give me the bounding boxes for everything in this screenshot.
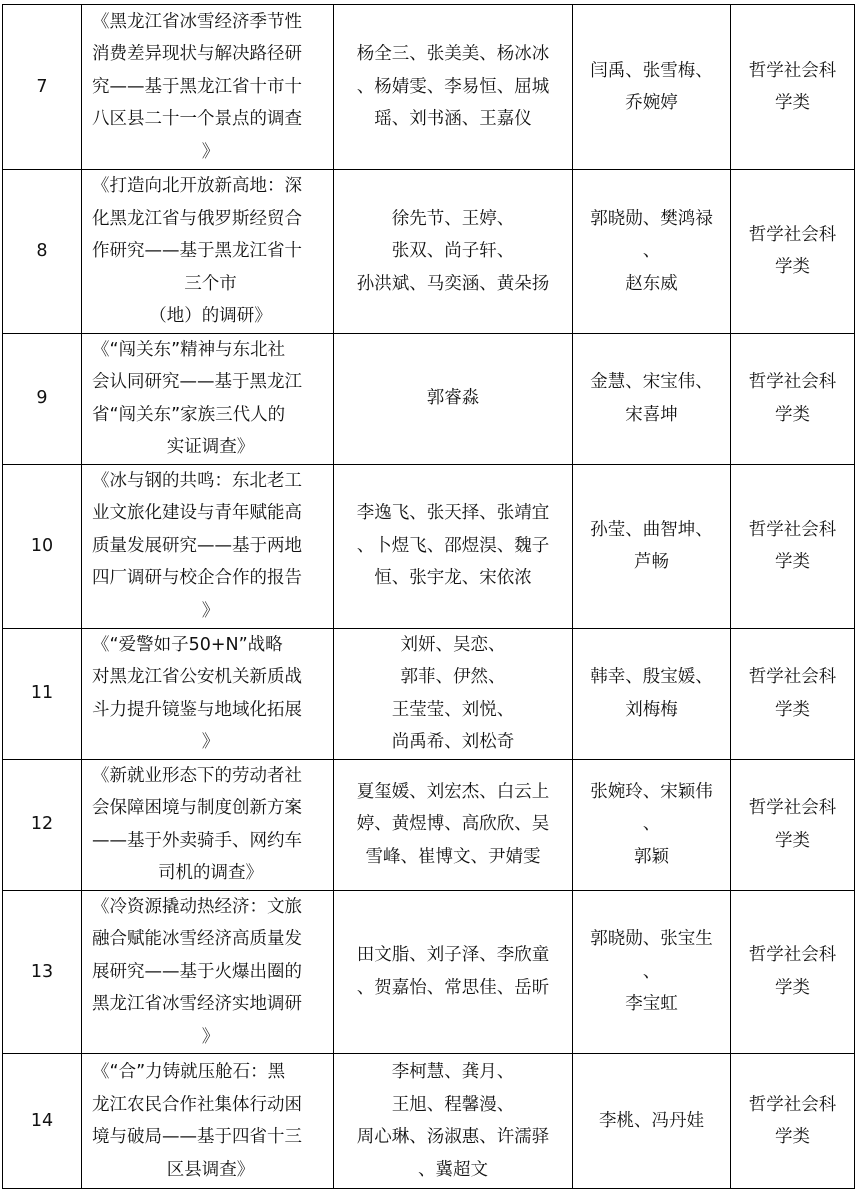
members-line: 、贺嘉怡、常思佳、岳昕 (356, 977, 550, 998)
category-line: 学类 (775, 93, 810, 113)
members-line: 张双、尚子轩、 (391, 241, 515, 261)
members-line: 田文脂、刘子泽、李欣童 (356, 945, 550, 966)
row-number-cell: 14 (3, 1054, 82, 1189)
advisors-line: 李桃、冯丹娃 (599, 1110, 704, 1131)
project-title-line: 》 (201, 600, 220, 621)
table-body (3, 5, 855, 1189)
project-title-cell (82, 333, 334, 464)
category-line: 学类 (775, 977, 810, 998)
table-row (3, 464, 855, 628)
project-title-line: 展研究——基于火爆出圈的 (92, 961, 302, 982)
advisors-line: 张婉玲、宋颖伟 (590, 781, 713, 802)
project-title-line: 《黑龙江省冰雪经济季节性 (92, 11, 302, 32)
project-title-line: 究——基于黑龙江省十市十 (92, 76, 302, 97)
project-title-line: （地）的调研》 (149, 306, 272, 326)
row-number-cell: 12 (3, 759, 82, 890)
project-title-cell (82, 628, 334, 759)
table-row (3, 759, 855, 890)
table-row (3, 628, 855, 759)
project-title-line: 会认同研究——基于黑龙江 (92, 372, 302, 392)
advisors-line: 乔婉婷 (625, 93, 678, 113)
advisors-line: 宋喜坤 (625, 404, 678, 425)
project-title-line: 质量发展研究——基于两地 (92, 535, 302, 556)
advisors-line: 闫禹、张雪梅、 (590, 60, 713, 81)
advisors-line: 郭颖 (634, 846, 669, 867)
members-cell (334, 628, 573, 759)
row-number-cell: 9 (3, 333, 82, 464)
project-title-cell (82, 464, 334, 628)
table-row (3, 1054, 855, 1189)
advisors-cell (573, 464, 731, 628)
project-title-line: 会保障困境与制度创新方案 (92, 798, 302, 818)
members-line: 杨全三、张美美、杨冰冰 (356, 44, 550, 65)
category-cell (731, 628, 855, 759)
category-line: 哲学社会科 (748, 224, 837, 245)
advisors-line: 金慧、宋宝伟、 (590, 372, 713, 392)
project-title-cell (82, 759, 334, 890)
project-title-line: 业文旅化建设与青年赋能高 (92, 503, 302, 524)
advisors-line: 赵东威 (625, 273, 678, 294)
project-title-line: 斗力提升镜鉴与地域化拓展 (92, 699, 302, 720)
project-title-line: 《“闯关东”精神与东北社 (92, 339, 286, 360)
members-line: 婷、黄煜博、高欣欣、吴 (356, 814, 550, 835)
project-title-line: 境与破局——基于四省十三 (92, 1127, 302, 1147)
members-line: 王旭、程馨漫、 (391, 1094, 515, 1115)
project-title-line: 化黑龙江省与俄罗斯经贸合 (92, 208, 302, 229)
advisors-line: 李宝虹 (625, 994, 678, 1014)
project-title-line: 《冰与钢的共鸣：东北老工 (92, 470, 302, 491)
category-line: 学类 (775, 830, 810, 851)
row-number-cell: 7 (3, 5, 82, 170)
project-title-line: 龙江农民合作社集体行动困 (92, 1094, 302, 1115)
project-title-line: 》 (201, 732, 220, 752)
advisors-cell (573, 890, 731, 1054)
row-number-cell: 10 (3, 464, 82, 628)
table-row (3, 890, 855, 1054)
project-title-line: 》 (201, 141, 220, 162)
row-number-cell: 11 (3, 628, 82, 759)
project-title-line: 实证调查》 (166, 437, 255, 457)
category-cell (731, 759, 855, 890)
category-line: 哲学社会科 (748, 945, 837, 966)
project-title-line: 对黑龙江省公安机关新质战 (92, 667, 302, 687)
project-title-line: 《新就业形态下的劳动者社 (92, 765, 302, 786)
project-title-line: 《打造向北开放新高地：深 (92, 176, 302, 196)
members-line: 李柯慧、龚月、 (391, 1062, 515, 1082)
members-line: 孙洪斌、马奕涵、黄朵扬 (356, 273, 550, 294)
category-cell (731, 333, 855, 464)
advisors-cell (573, 1054, 731, 1189)
category-line: 哲学社会科 (748, 60, 837, 81)
advisors-line: 、 (642, 961, 661, 982)
advisors-line: 郭晓勋、樊鸿禄 (590, 208, 713, 229)
category-line: 哲学社会科 (748, 519, 837, 540)
members-line: 夏玺媛、刘宏杰、白云上 (356, 781, 550, 802)
members-cell (334, 333, 573, 464)
project-title-line: 黑龙江省冰雪经济实地调研 (92, 994, 302, 1014)
project-title-line: 《“合”力铸就压舱石：黑 (92, 1062, 286, 1082)
members-line: 王莹莹、刘悦、 (391, 699, 515, 720)
advisors-line: 刘梅梅 (625, 699, 678, 720)
members-line: 恒、张宇龙、宋依浓 (374, 568, 532, 589)
advisors-cell (573, 333, 731, 464)
project-title-line: 省“闯关东”家族三代人的 (92, 404, 286, 425)
project-title-line: 《“爱警如子50+N”战略 (92, 634, 283, 655)
members-line: 、杨婧雯、李易恒、屈城 (356, 76, 550, 97)
members-line: 、冀超文 (418, 1159, 488, 1180)
members-cell (334, 1054, 573, 1189)
project-title-line: 八区县二十一个景点的调查 (92, 109, 302, 130)
table-row (3, 5, 855, 170)
category-line: 哲学社会科 (748, 1094, 837, 1115)
advisors-cell (573, 170, 731, 334)
project-title-line: 司机的调查》 (158, 863, 263, 883)
project-title-line: ——基于外卖骑手、网约车 (92, 830, 302, 851)
project-title-line: 》 (201, 1026, 220, 1047)
project-title-line: 三个市 (184, 273, 237, 294)
category-cell (731, 1054, 855, 1189)
members-line: 周心琳、汤淑惠、许濡驿 (356, 1127, 550, 1147)
project-title-line: 四厂调研与校企合作的报告 (92, 568, 302, 589)
category-cell (731, 5, 855, 170)
project-title-cell (82, 5, 334, 170)
category-line: 学类 (775, 699, 810, 720)
advisors-line: 郭晓勋、张宝生 (590, 929, 713, 949)
project-title-line: 《冷资源撬动热经济：文旅 (92, 896, 302, 917)
members-line: 徐先节、王婷、 (391, 208, 515, 229)
advisors-cell (573, 5, 731, 170)
category-line: 哲学社会科 (748, 667, 837, 687)
members-cell (334, 759, 573, 890)
category-cell (731, 464, 855, 628)
members-line: 尚禹希、刘松奇 (391, 732, 515, 752)
project-title-line: 区县调查》 (166, 1159, 255, 1180)
category-line: 哲学社会科 (748, 798, 837, 818)
table-row (3, 333, 855, 464)
table-row (3, 170, 855, 334)
category-cell (731, 170, 855, 334)
category-cell (731, 890, 855, 1054)
category-line: 哲学社会科 (748, 372, 837, 392)
members-line: 、卜煜飞、邵煜淏、魏子 (356, 535, 550, 556)
row-number-cell: 8 (3, 170, 82, 334)
members-cell (334, 464, 573, 628)
members-line: 郭菲、伊然、 (400, 667, 506, 687)
category-line: 学类 (775, 257, 810, 278)
members-cell (334, 5, 573, 170)
category-line: 学类 (775, 552, 810, 572)
advisors-line: 韩幸、殷宝媛、 (590, 667, 713, 687)
advisors-line: 芦畅 (634, 552, 669, 572)
members-cell (334, 170, 573, 334)
advisors-line: 、 (642, 241, 661, 261)
advisors-line: 、 (642, 814, 661, 835)
awards-table (2, 4, 855, 1189)
advisors-line: 孙莹、曲智坤、 (590, 519, 713, 540)
members-cell (334, 890, 573, 1054)
advisors-cell (573, 759, 731, 890)
project-title-line: 融合赋能冰雪经济高质量发 (92, 929, 302, 949)
advisors-cell (573, 628, 731, 759)
members-line: 李逸飞、张天择、张靖宜 (356, 503, 550, 524)
category-line: 学类 (775, 404, 810, 425)
project-title-cell (82, 890, 334, 1054)
project-title-cell (82, 1054, 334, 1189)
members-line: 刘妍、吴恋、 (400, 634, 506, 655)
members-line: 郭睿淼 (426, 388, 480, 409)
members-line: 瑶、刘书涵、王嘉仪 (374, 109, 532, 130)
project-title-line: 消费差异现状与解决路径研 (92, 44, 302, 65)
members-line: 雪峰、崔博文、尹婧雯 (365, 846, 541, 867)
project-title-line: 作研究——基于黑龙江省十 (92, 241, 302, 261)
category-line: 学类 (775, 1127, 810, 1147)
row-number-cell: 13 (3, 890, 82, 1054)
project-title-cell (82, 170, 334, 334)
